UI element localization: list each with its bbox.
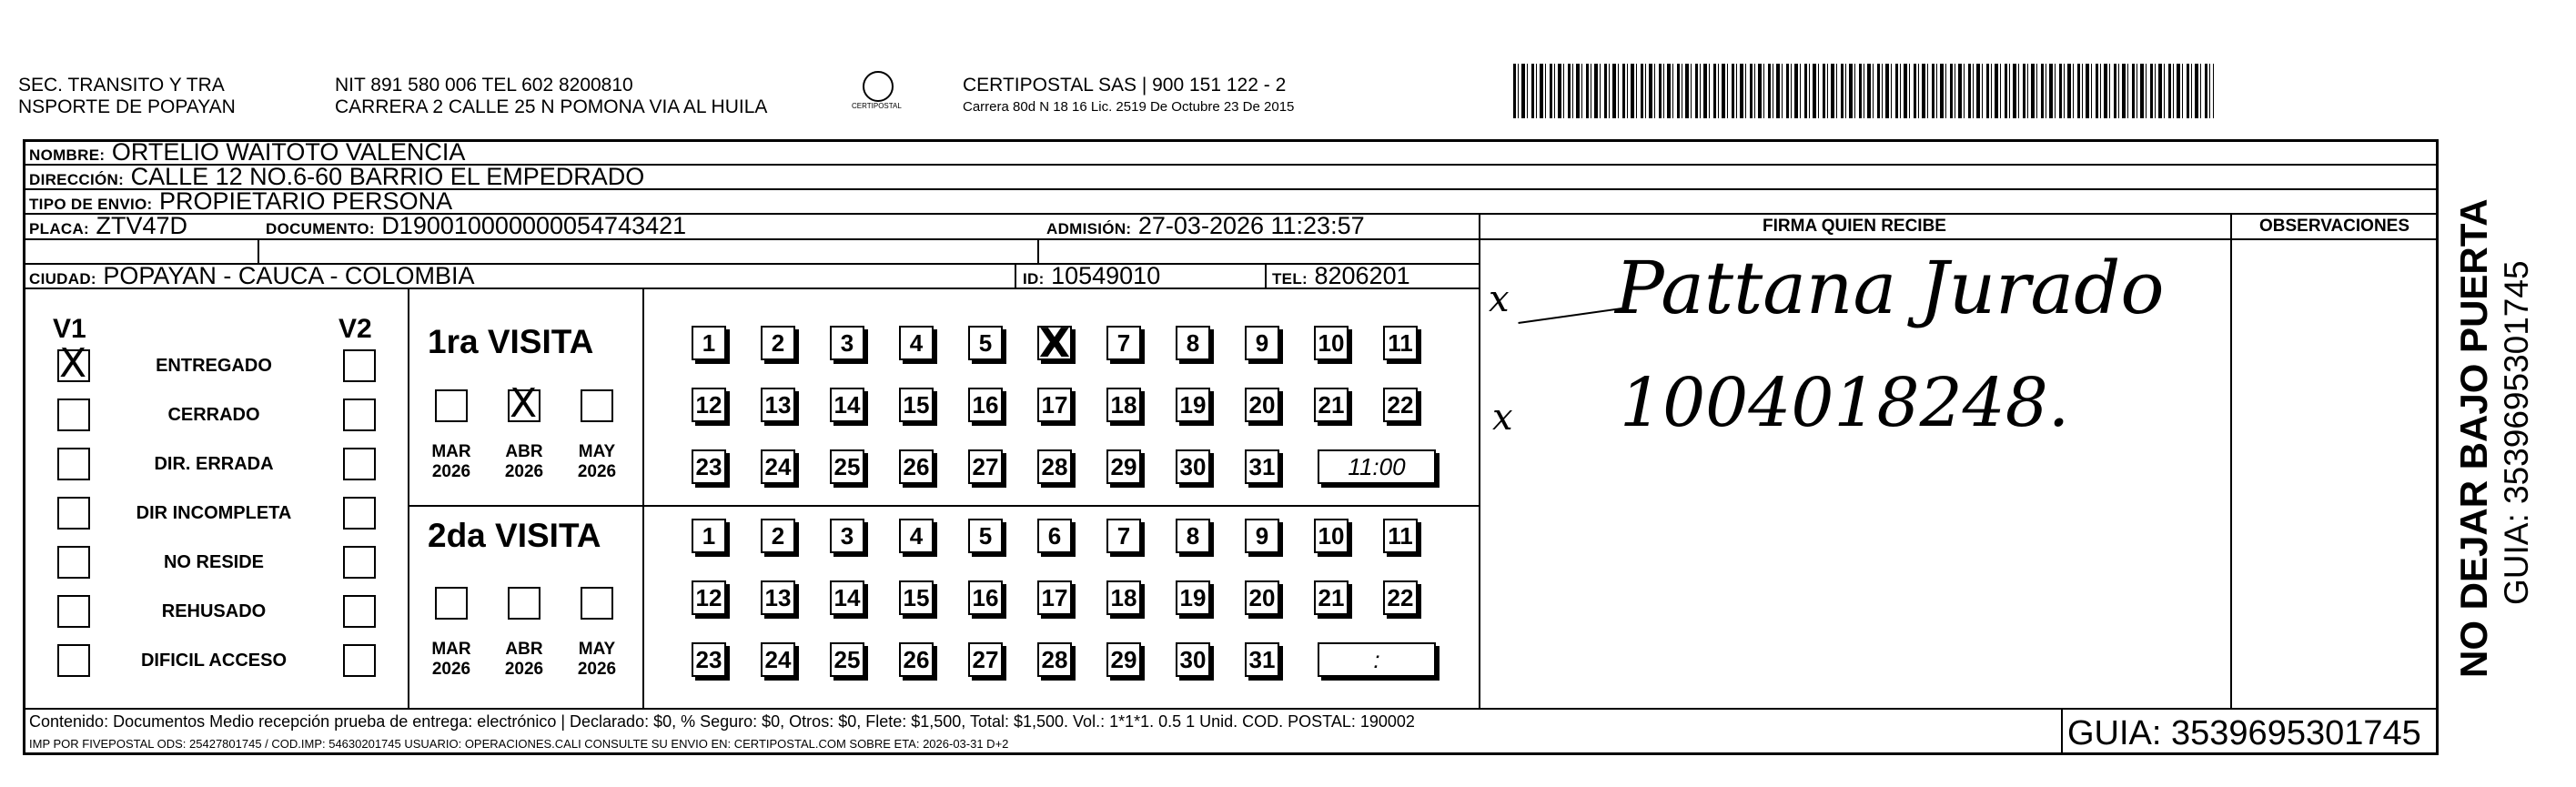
check-mark-icon: X	[510, 380, 538, 427]
rule	[1015, 263, 1016, 288]
day-box[interactable]: 5	[968, 519, 1003, 553]
day-box[interactable]: 27	[968, 642, 1003, 677]
courier-logo-icon	[863, 71, 894, 102]
footer-content: Contenido: Documentos Medio recepción prueba de entrega: electrónico | Declarado: $0, % Seguro: $0, Otros: $0, Flete: $1,500, Total: $1,500. Vol.: 1*1*1. 0.5 1 Unid. COD. POSTAL: 190002	[29, 712, 1415, 731]
day-box[interactable]: 24	[761, 449, 795, 484]
placa-value: ZTV47D	[96, 212, 188, 239]
address-line: CARRERA 2 CALLE 25 N POMONA VIA AL HUILA	[335, 96, 768, 117]
day-box[interactable]: 10	[1314, 326, 1349, 360]
day-box[interactable]: 15	[899, 388, 934, 422]
first-visit-title: 1ra VISITA	[428, 323, 594, 360]
day-box[interactable]: 13	[761, 388, 795, 422]
v1-checkbox[interactable]	[57, 497, 90, 530]
rule	[642, 288, 644, 708]
barcode	[1513, 64, 2214, 118]
second-visit-title: 2da VISITA	[428, 517, 601, 554]
day-box[interactable]: 2	[761, 326, 795, 360]
month-label: MAR 2026	[431, 442, 471, 481]
admision-label: ADMISIÓN:	[1046, 220, 1132, 237]
tel-row	[1272, 262, 1410, 293]
v2-checkbox[interactable]	[343, 546, 376, 579]
v2-checkbox[interactable]	[343, 448, 376, 480]
courier-line1: CERTIPOSTAL SAS | 900 151 122 - 2	[963, 75, 1287, 96]
documento-row	[266, 212, 686, 243]
day-box[interactable]: 14	[830, 388, 864, 422]
day-box[interactable]: 8	[1176, 326, 1210, 360]
tipo-value: PROPIETARIO PERSONA	[159, 187, 453, 215]
day-box[interactable]: 17	[1037, 580, 1072, 615]
month-label: MAY 2026	[577, 442, 617, 481]
org-name-line1: SEC. TRANSITO Y TRA	[18, 75, 225, 96]
v1-label: V1	[53, 314, 86, 344]
day-box[interactable]: 31	[1245, 642, 1279, 677]
day-box[interactable]: 12	[692, 580, 726, 615]
v1-checkbox[interactable]	[57, 546, 90, 579]
observaciones-header: OBSERVACIONES	[2258, 217, 2410, 236]
day-box[interactable]: 2	[761, 519, 795, 553]
v2-checkbox[interactable]	[343, 349, 376, 382]
day-box[interactable]: 6	[1037, 519, 1072, 553]
rule	[23, 708, 2439, 710]
day-box[interactable]: 30	[1176, 642, 1210, 677]
id-row	[1023, 262, 1160, 293]
no-dejar-bajo-puerta: NO DEJAR BAJO PUERTA	[2452, 198, 2495, 678]
documento-label: DOCUMENTO:	[266, 220, 375, 237]
day-box[interactable]: 28	[1037, 449, 1072, 484]
ciudad-value: POPAYAN - CAUCA - COLOMBIA	[103, 262, 475, 289]
v2-checkbox[interactable]	[343, 497, 376, 530]
day-box[interactable]: 11	[1383, 326, 1418, 360]
signature-id: 1004018248.	[1620, 364, 2070, 442]
month-checkbox[interactable]	[435, 389, 468, 422]
day-box[interactable]: 3	[830, 326, 864, 360]
direccion-value: CALLE 12 NO.6-60 BARRIO EL EMPEDRADO	[130, 163, 645, 190]
day-box[interactable]: 4	[899, 519, 934, 553]
day-box[interactable]: 19	[1176, 580, 1210, 615]
day-box[interactable]: 18	[1106, 580, 1141, 615]
day-box[interactable]: 20	[1245, 580, 1279, 615]
time-box[interactable]: :	[1318, 642, 1436, 677]
day-box[interactable]: 14	[830, 580, 864, 615]
month-label: MAY 2026	[577, 640, 617, 679]
day-box[interactable]: 8	[1176, 519, 1210, 553]
day-box[interactable]: 7	[1106, 326, 1141, 360]
day-box[interactable]: 15	[899, 580, 934, 615]
status-label: NO RESIDE	[163, 552, 265, 572]
day-box[interactable]: 10	[1314, 519, 1349, 553]
day-box[interactable]: 13	[761, 580, 795, 615]
footer-print-info: IMP POR FIVEPOSTAL ODS: 25427801745 / COD.IMP: 54630201745 USUARIO: OPERACIONES.CALI CONSULTE SU ENVIO EN: CERTIPOSTAL.COM SOBRE ETA: 2026-03-31 D+2	[29, 737, 1009, 751]
day-box[interactable]: 18	[1106, 388, 1141, 422]
month-label: MAR 2026	[431, 640, 471, 679]
month-label: ABR 2026	[504, 442, 544, 481]
day-box[interactable]	[1037, 320, 1072, 367]
status-label: REHUSADO	[161, 601, 267, 621]
rule	[2230, 213, 2232, 708]
day-box[interactable]: 5	[968, 326, 1003, 360]
tipo-label: TIPO DE ENVIO:	[29, 196, 153, 213]
v2-checkbox[interactable]	[343, 399, 376, 431]
day-box[interactable]: 23	[692, 449, 726, 484]
day-box[interactable]: 29	[1106, 449, 1141, 484]
day-box[interactable]: 19	[1176, 388, 1210, 422]
day-box[interactable]: 1	[692, 519, 726, 553]
v1-checkbox[interactable]	[57, 340, 90, 387]
direccion-label: DIRECCIÓN:	[29, 171, 125, 188]
v1-checkbox[interactable]	[57, 595, 90, 628]
day-box[interactable]: 16	[968, 580, 1003, 615]
day-box[interactable]: 26	[899, 449, 934, 484]
day-box[interactable]: 9	[1245, 326, 1279, 360]
day-box[interactable]: 31	[1245, 449, 1279, 484]
signature-name: Pattana Jurado	[1615, 246, 2165, 330]
status-label: DIR. ERRADA	[154, 454, 274, 474]
day-box[interactable]: 1	[692, 326, 726, 360]
month-checkbox[interactable]	[508, 380, 540, 427]
nombre-value: ORTELIO WAITOTO VALENCIA	[111, 138, 466, 166]
rule	[408, 505, 1479, 507]
day-box[interactable]: 30	[1176, 449, 1210, 484]
status-label: DIFICIL ACCESO	[140, 651, 287, 671]
courier-line2: Carrera 80d N 18 16 Lic. 2519 De Octubre 23 De 2015	[963, 99, 1295, 115]
day-box[interactable]: 17	[1037, 388, 1072, 422]
rule	[258, 238, 259, 263]
v1-checkbox[interactable]	[57, 448, 90, 480]
ciudad-row	[29, 262, 474, 293]
day-box[interactable]: 22	[1383, 580, 1418, 615]
status-label: CERRADO	[167, 405, 260, 425]
id-value: 10549010	[1051, 262, 1161, 289]
status-label: ENTREGADO	[156, 356, 272, 376]
rule	[1265, 263, 1267, 288]
month-checkbox[interactable]	[435, 587, 468, 620]
rule	[1037, 238, 1039, 263]
day-box[interactable]: 11	[1383, 519, 1418, 553]
check-mark-icon: X	[59, 340, 87, 387]
day-box[interactable]: 24	[761, 642, 795, 677]
tel-value: 8206201	[1314, 262, 1410, 289]
day-box[interactable]: 16	[968, 388, 1003, 422]
day-box[interactable]: 27	[968, 449, 1003, 484]
day-box[interactable]: 23	[692, 642, 726, 677]
day-box[interactable]: 29	[1106, 642, 1141, 677]
day-box[interactable]: 21	[1314, 580, 1349, 615]
signature-marker-1: x	[1489, 278, 1510, 320]
v2-checkbox[interactable]	[343, 595, 376, 628]
admision-value: 27-03-2026 11:23:57	[1137, 212, 1365, 239]
day-box[interactable]: 7	[1106, 519, 1141, 553]
side-guia: GUIA: 3539695301745	[2498, 260, 2535, 605]
rule	[1479, 213, 1480, 708]
day-box[interactable]: 25	[830, 642, 864, 677]
firma-header: FIRMA QUIEN RECIBE	[1763, 217, 1946, 236]
v2-label: V2	[338, 314, 372, 344]
id-label: ID:	[1023, 270, 1045, 288]
day-box[interactable]: 25	[830, 449, 864, 484]
status-label: DIR INCOMPLETA	[136, 503, 292, 523]
v1-checkbox[interactable]	[57, 399, 90, 431]
day-box[interactable]: 20	[1245, 388, 1279, 422]
check-mark-icon: X	[1039, 320, 1070, 367]
signature-marker-2: x	[1492, 397, 1513, 439]
ciudad-label: CIUDAD:	[29, 270, 96, 288]
day-box[interactable]: 26	[899, 642, 934, 677]
documento-value: D190010000000054743421	[381, 212, 687, 239]
day-box[interactable]: 28	[1037, 642, 1072, 677]
day-box[interactable]: 3	[830, 519, 864, 553]
month-checkbox[interactable]	[581, 389, 613, 422]
guia-number: GUIA: 3539695301745	[2067, 714, 2421, 752]
v1-checkbox[interactable]	[57, 644, 90, 677]
day-box[interactable]: 4	[899, 326, 934, 360]
courier-logo-text: CERTIPOSTAL	[852, 102, 902, 110]
day-box[interactable]: 22	[1383, 388, 1418, 422]
rule	[1479, 238, 2439, 240]
time-box[interactable]: 11:00	[1318, 449, 1436, 484]
placa-label: PLACA:	[29, 220, 90, 237]
day-box[interactable]: 9	[1245, 519, 1279, 553]
month-checkbox[interactable]	[581, 587, 613, 620]
tel-label: TEL:	[1272, 270, 1308, 288]
month-label: ABR 2026	[504, 640, 544, 679]
rule	[408, 288, 409, 708]
month-checkbox[interactable]	[508, 587, 540, 620]
org-name-line2: NSPORTE DE POPAYAN	[18, 96, 236, 117]
placa-row	[29, 212, 187, 243]
nombre-label: NOMBRE:	[29, 146, 106, 164]
admision-row	[1046, 212, 1365, 243]
nit-line: NIT 891 580 006 TEL 602 8200810	[335, 75, 633, 96]
day-box[interactable]: 12	[692, 388, 726, 422]
rule	[2061, 708, 2063, 755]
day-box[interactable]: 21	[1314, 388, 1349, 422]
v2-checkbox[interactable]	[343, 644, 376, 677]
